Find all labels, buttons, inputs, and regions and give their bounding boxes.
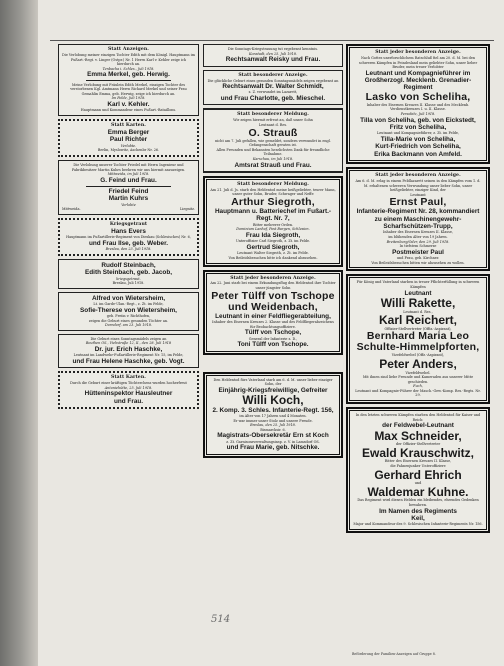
announcement-birth-wietersheim [58,292,199,331]
ad-name: Keil, [411,514,425,522]
ad-text: Inhaber des Eisernen Kreuzes II. Klasse und des Mecklenb. Verdienstkreuzes I. u. II. Klasse. [366,102,470,112]
ad-place-date: Persobitz, Juli 1918. [400,112,436,117]
ad-text: Hauptmann und Kommandeur eines Fußart.-Bataillons. [80,108,177,113]
ad-name: Hütteninspektor Hausleutner [84,390,173,398]
ad-text: Von Beileidsbesuchen bitten wir abzusehen zu wollen. [371,260,465,265]
ad-name: Karl v. Kehler. [107,101,150,109]
announcement-birth-schmidt [203,70,343,106]
ad-place-date: Breslau, den 25. Juli 1918. [250,423,296,428]
ad-name: Magistrats-Obersekretär Ern st Koch [217,432,329,440]
page-footer-note: Beförderung der Familien-Anzeigen auf Gruppe 8. [352,652,436,656]
ad-text: Inhaber des Eisernen Kreuzes 2. Klasse und des Feldfliegerabzeichens für Beobachtungsoffiziere. [212,320,334,329]
ad-name: Fritz von Scheliha, [389,123,447,131]
ad-text: und Frau, geb. Kirchner. [396,256,440,261]
ad-text: Mit ihnen sind liebe Freunde und Kameraden aus unserer Mitte geschieden. [362,375,474,384]
ad-name: Infanterie-Regiment Nr. 28, kommandiert zu einem Maschinengewehr-Scharfschützen-Trupp, [356,208,480,231]
ad-text: im blühenden Alter von 19 Jahren. [388,235,448,240]
ad-text: Die Sonntags-Kriegstrauung tut ergebenst kenntnis. [227,47,319,51]
ad-place-date: Beuthen OS., Viehstraße 12, II., den 28. Juli 1918 [85,341,172,346]
ad-text: der Offizier-Stellvertreter [395,442,441,447]
ad-text: und [414,481,422,486]
ad-text: Lt. im Garde-Ulan.-Regt., z. Zt. im Felde, [93,302,164,307]
ad-heading: Kriegsgetraut [109,221,148,227]
ad-featured-name: Bernhard Maria Leo Schulte-Himmelpforten, [356,330,480,354]
ad-name: und Frau Ilse, geb. Weber. [88,239,169,247]
announcement-engagement-berger [58,119,199,157]
ad-name: Tülff von Tschope, [244,329,302,337]
ad-text: Offizier-Stellvertreter (Offiz.-Aspirant), [384,326,452,331]
ad-text: z. Zt. Garnisonsverwaltungsinsp. z. V. in Lamsdorf OS. [226,439,320,444]
ad-featured-name: Gerhard Ehrich [374,467,462,482]
ad-heading: Statt besonderer Anzeige. [238,72,308,78]
ad-name: Martin Kuhrs [108,195,149,203]
obituary-rakette-group [346,274,490,404]
announcement-birth-haschke [58,334,199,369]
ad-text: Das Regiment wird diesen Helden ein bleibendes, ehrendes Gedenken bewahren. [357,498,479,507]
obituary-paul [346,167,490,271]
obituary-siegroth [203,176,343,267]
ad-name: Leutnant [404,289,432,297]
ad-text: Nach Gottes unerforschlichem Ratschluß fiel am 20. d. M. bei den schweren Kämpfen in Feindesland mein geliebter Sohn, unser lieber Bruder, mein treuer Verlobter [358,55,478,70]
ad-text: Vizefeldwebel. [405,370,431,375]
ad-name: Edith Steinbach, geb. Jacob, [85,269,172,277]
ad-heading: Statt jeder besonderen Anzeige. [375,173,461,179]
ad-text: Leutnant im Landwehr-Fußartillerie-Regiment Nr. 15, im Felde, [73,353,184,358]
ad-name: Toni Tülff von Tschope. [237,341,309,349]
ad-text: Die glückliche Geburt eines gesunden Sonntagsmädels zeigen ergebenst an [207,78,339,83]
ad-heading: Statt besonderer Meldung. [237,112,309,118]
ad-text: geb. Freiin v. Richthofen, [106,314,151,319]
ad-heading: Statt jeder besonderen Anzeige. [230,275,316,281]
ad-text: Von Beileidsbesuchen bitte ich dankend abzusehen. [228,255,318,260]
ad-place-date: Dominium Lanhof, Post Bargen, Schlesien. [236,227,310,232]
place-left: Mittweida. [62,207,81,212]
ad-heading: Statt Karten. [111,123,146,129]
divider [86,80,171,81]
announcement-birth-hausleutner [58,371,199,409]
announcement-engagement-merkel [58,44,199,116]
ad-text: Wir zeigen hiermit erfreut an, daß unser Sohn [233,118,313,123]
ad-name: und Frau Charlotte, geb. Mieschel. [220,95,326,103]
ad-text: Die Geburt eines Sonntagsmädels zeigen an [90,336,167,341]
divider [86,186,171,187]
ad-name: Alfred von Wietersheim, [91,294,166,302]
ad-text: Ritter des Eisernen Kreuzes II. Klasse, [384,459,452,464]
ad-name: Tilla-Marie von Scheliha, [380,135,456,143]
ad-place-date: Mittweida, im Juli 1918. [107,172,150,177]
ad-name: Einjährig-Kriegsfreiwillige, Gefreiter [218,386,328,394]
column-right [346,44,490,533]
ad-text: Meine Verlobung mit Fräulein Edith Merkel, einzigen Tochter des verstorbenen Kgl. Amtmann Herrn Richard Merkel und seiner Frau Gemahlin Emma, geb. Herwig, zeige ich hierdurch an. [70,82,187,96]
ad-text: Den Heldentod fürs Vaterland starb am 6. d. M. unser lieber einziger Sohn, der [213,377,333,387]
ad-name: Paul Richter [109,136,148,144]
ad-text: Leutnant d. Res. [258,122,288,127]
ad-text: Ritter mehrerer Orden. [252,222,294,227]
ad-place-date: Breslau, den 23. Juli 1918. [105,247,152,252]
ad-name: 2. Komp. 3. Schles. Infanterie-Regt. 156, [212,406,334,414]
ad-featured-name: Arthur Siegroth, [231,196,315,209]
ad-text: z. Z. verwundet im Lazarett, [248,90,298,95]
ad-text: Hauptmann im Fußartillerie-Regiment von Dieskau (Schlesisches) Nr. 6, [66,235,191,240]
obituary-tschope [203,270,343,355]
ad-text: General der Infanterie z. D., [248,336,298,341]
ad-name: Kurt-Friedrich von Scheliha, [375,143,461,151]
ad-text: Verlobte [121,202,136,207]
ad-text: Bismarcksir. 6. [260,427,286,432]
obituary-scheliha [346,44,490,164]
announcement-wedding-reisky [203,44,343,67]
ad-name: Leutnant und Kompagnieführer im Großherzogl. Mecklenb. Grenadier-Regiment [364,69,472,92]
ad-text: Er war immer unser Stolz und unsere Freude. [233,418,313,423]
ad-place-date: Breitenburg/Oder, den 29. Juli 1918. [386,239,450,244]
ad-name: Rechtsanwalt Dr. Walter Schmidt, [222,83,324,91]
ad-name: Gertrud Siegroth, [246,243,300,251]
ad-name: Emma Berger [107,129,150,136]
obituary-regiment-156 [346,407,490,533]
ad-text: Leutnant und Kompagnieführer, z. Zt. im Felde, [377,131,459,136]
ad-featured-name: Peter Anders, [379,356,457,371]
ad-text: Inhaber des Eisernen Kreuzes II. Klasse, [383,230,453,235]
ad-name: Im Namen des Regiments [379,507,457,515]
ad-name: Rechtsanwalt Reisky und Frau. [225,56,321,64]
ad-name: Tilla von Scheliha, geb. von Eickstedt, [360,116,476,124]
ad-text: Leutnant [410,192,426,197]
ad-text: zeigen die Geburt eines gesunden Töchter an. [88,318,169,323]
announcement-strauss [203,108,343,173]
ad-name: Amtsrat Strauß und Frau. [234,161,312,169]
ad-text: nicht am 7. Juli gefallen, wie gemeldet, sondern verwundet in engl. Gefangenschaft geraten ist. [215,138,331,148]
ad-name: Rudolf Steinbach, [101,261,156,269]
ad-name: Leutnant in einer Feldfliegerabteilung, [215,312,331,320]
ad-text: Für König und Vaterland starben in treuer Pflichterfüllung in schweren Kämpfen [356,280,480,289]
ad-place-date: Antoniehütte, 25. Juli 1918. [104,385,153,390]
ad-place-date: Karschau, im Juli 1918. [252,156,294,161]
ad-heading: Statt jeder besonderen Anzeige. [375,50,461,55]
ad-text: Major und Kommandeur des 9. Schlesischen Infanterie-Regiments Nr. 156. [353,522,483,527]
ad-featured-name: Karl Reichert, [378,313,458,328]
handwritten-page-number: 514 [211,614,231,625]
ad-name: und Frau Helene Haschke, geb. Vogt. [72,357,185,365]
ad-text: Allen Freunden und Bekannten herzlichsten Dank für freundliche Teilnahme. [216,147,330,157]
ad-heading: Statt besonderer Meldung. [237,181,309,187]
ad-name: der Feldwebel-Leutnant [382,422,454,430]
ad-featured-name: Ernst Paul, [389,196,447,209]
ad-name: Dr. jur. Erich Haschke, [94,346,163,354]
ad-text: Leutnant Walter Siegroth, z. Zt. im Felde. [237,251,309,256]
ad-text: Die Verlobung meiner einzigen Tochter Edith mit dem Königl. Hauptmann im Fußart.-Regt. v. Linger (Ostpr.) Nr. 1 Herrn Karl v. Kehler zeige ich hierdurch an. [62,52,195,67]
ad-text: im Alter von 17 Jahren und 4 Monaten. [239,414,307,419]
ad-place-date: Breslau, Juli 1918. [112,281,145,286]
ad-name: Erika Backmann von Amfeld. [374,150,462,158]
ad-places-row [62,207,195,212]
ad-name: und Frau. [113,397,144,405]
ad-featured-name: Max Schneider, [374,428,462,443]
ad-text: Durch die Geburt einer kräftigen Töchterchens wurden hocherfreut [70,381,187,386]
column-middle [203,44,343,458]
ad-name: Hauptmann u. Batteriechef im Fußart.-Regt. Nr. 7, [214,208,332,223]
ad-featured-name: Willi Rakette, [380,295,456,310]
ad-name: Friedel Feind [108,188,149,196]
ad-text: Am 6. d. M. erlag in einem Feldlazarett seinen in den Kämpfen vom 1. d. M. erhaltenen schweren Verwundung unser lieber Sohn, unser heißgeliebter, einziger Kind, der [355,178,481,193]
header-rule [50,40,494,41]
ad-text: Vizefeldwebel (Offz.-Aspirant), [391,353,445,358]
ad-text: In den letzten schweren Kämpfen starben den Heldentod für Kaiser und Reich: [355,413,481,422]
ad-text: Leutnant d. Res., [403,309,433,314]
ad-text: Am 21. Juli d. Js. starb den Heldentod meine heißgeliebter, teurer Mann, unser guter Sohn, Bruder, Schwager und Neffe [210,187,336,197]
ad-heading: Statt Karten. [111,375,146,381]
ad-name: Emma Merkel, geb. Herwig. [87,71,170,79]
ad-featured-name: Peter Tülff von Tschope und Weidenbach, [211,289,335,313]
ad-text: die Fahnenjunker Unteroffiziere [390,464,446,468]
ad-place-date: Tenbacha i. Schles., Juli 1918. [102,66,155,71]
ad-featured-name: Waldemar Kuhne. [367,484,469,499]
ad-signature: Fuch, [413,384,423,389]
place-right: Liegnitz. [179,207,195,212]
ad-name: Postmeister Paul [392,248,444,256]
ad-featured-name: Ewald Krauschwitz, [361,445,475,460]
ad-text: Verlobte. [120,143,137,148]
ad-featured-name: O. Strauß [248,126,298,139]
announcement-wedding-steinbach [58,259,199,289]
ad-featured-name: Willi Koch, [242,393,304,408]
ad-heading: Statt Anzeigen. [107,47,149,52]
announcement-wedding-evers [58,218,199,256]
ad-name: Sofie-Therese von Wietersheim, [80,306,177,314]
ad-text: kriegsgetraut. [116,276,141,281]
ad-place-date: Berlin, Myslowitz, Aschenbr Nr. 26. [97,148,160,153]
ad-text: Unteroffizier Carl Siegroth, z. Zt. im Felde. [235,239,311,244]
announcement-engagement-feind [58,160,199,215]
ad-name: und Frau Marie, geb. Nitschke. [226,444,320,452]
ad-name: G. Feind und Frau. [100,176,157,184]
ad-place-date: Konstadt, den 25. Juli 1918. [249,51,297,56]
ad-text: Die Verlobung unserer Tochter Friedel mit Herrn Ingenieur und Fabrikbesitzer Martin Kuhrs beehren wir uns hiermit anzuzeigen. [71,162,186,172]
ad-featured-name: Lasko von Scheliha, [365,90,471,103]
ad-text: In tiefstem Schmerze [399,244,437,249]
ad-name: Frau Ida Siegroth, [245,232,301,239]
ad-name: Hans Evers [111,227,146,235]
obituary-koch [203,372,343,458]
ad-text: Leutnant und Kompagnie-Führer der Masch.-Gew.-Komp. Res.-Regts. Nr. 29. [355,388,481,398]
ad-text: Am 22. Juni starb bei einem Erkundungsflug den Heldentod ihre Tochter unser jüngster Sohn [210,281,336,291]
column-left [58,44,199,409]
book-spine [0,0,38,666]
ad-place-date: Im Felde, Juli 1918. [111,96,146,101]
ad-place-date: Dorndorf, am 23. Juli 1918. [105,323,152,328]
